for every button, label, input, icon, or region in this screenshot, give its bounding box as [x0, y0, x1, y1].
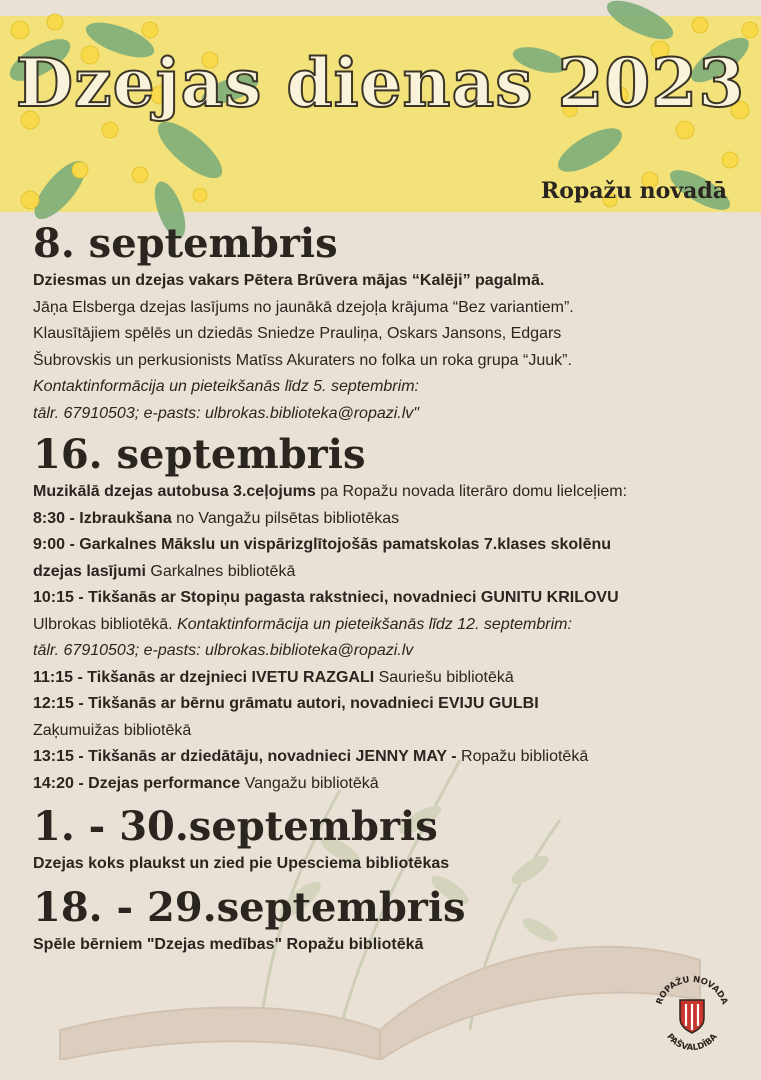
event-line: 12:15 - Tikšanās ar bērnu grāmatu autori, novadnieci EVIJU GULBI [33, 695, 539, 712]
event-line: Jāņa Elsberga dzejas lasījums no jaunākā dzejoļa krājuma “Bez variantiem”. [33, 298, 574, 316]
section-date: 18. - 29.septembris [33, 883, 466, 931]
page-subtitle: Ropažu novadā [540, 178, 727, 204]
event-line: 11:15 - Tikšanās ar dzejnieci IVETU RAZGALI Sauriešu bibliotēkā [33, 668, 514, 686]
event-line: 8:30 - Izbraukšana no Vangažu pilsētas bibliotēkas [33, 509, 400, 527]
event-line: dzejas lasījumi Garkalnes bibliotēkā [33, 562, 296, 580]
event-line: Ulbrokas bibliotēkā. Kontaktinformācija un pieteikšanās līdz 12. septembrim: [33, 615, 572, 633]
event-line: Spēle bērniem "Dzejas medības" Ropažu bibliotēkā [33, 935, 424, 953]
municipality-logo [648, 970, 736, 1058]
event-line: 10:15 - Tikšanās ar Stopiņu pagasta rakstnieci, novadnieci GUNITU KRILOVU [33, 589, 619, 606]
event-schedule [33, 220, 745, 958]
contact-line: tālr. 67910503; e-pasts: ulbrokas.biblioteka@ropazi.lv [33, 642, 414, 659]
event-line: Šubrovskis un perkusionists Matīss Akuraters no folka un roka grupa “Juuk”. [33, 351, 572, 369]
section-date: 8. septembris [33, 220, 338, 267]
event-section [33, 220, 745, 427]
event-line: 14:20 - Dzejas performance Vangažu bibliotēkā [33, 774, 379, 792]
event-line: Zaķumuižas bibliotēkā [33, 721, 192, 739]
event-section [33, 431, 745, 797]
event-line: Dzejas koks plaukst un zied pie Upesciema bibliotēkas [33, 855, 450, 872]
event-line: 9:00 - Garkalnes Mākslu un vispārizglītojošās pamatskolas 7.klases skolēnu [33, 536, 612, 553]
coat-of-arms-icon [680, 1000, 704, 1033]
svg-text:PAŠVALDĪBA: PAŠVALDĪBA [664, 1032, 720, 1054]
section-date: 1. - 30.septembris [33, 803, 438, 850]
contact-line: tālr. 67910503; e-pasts: ulbrokas.biblioteka@ropazi.lv" [33, 404, 419, 422]
event-line: Dziesmas un dzejas vakars Pētera Brūvera mājas “Kalēji” pagalmā. [33, 272, 545, 289]
event-line: Klausītājiem spēlēs un dziedās Sniedze Prauliņa, Oskars Jansons, Edgars [33, 325, 562, 342]
contact-line: Kontaktinformācija un pieteikšanās līdz 5. septembrim: [33, 378, 419, 395]
event-section [33, 803, 745, 878]
svg-text:ROPAŽU NOVADA: ROPAŽU NOVADA [654, 974, 730, 1007]
event-section [33, 884, 745, 959]
page-title: Dzejas dienas 2023 [15, 44, 746, 122]
event-line: 13:15 - Tikšanās ar dziedātāju, novadnieci JENNY MAY - Ropažu bibliotēkā [33, 748, 589, 765]
event-line: Muzikālā dzejas autobusa 3.ceļojums pa Ropažu novada literāro domu lielceļiem: [33, 483, 628, 500]
section-date: 16. septembris [33, 431, 366, 478]
